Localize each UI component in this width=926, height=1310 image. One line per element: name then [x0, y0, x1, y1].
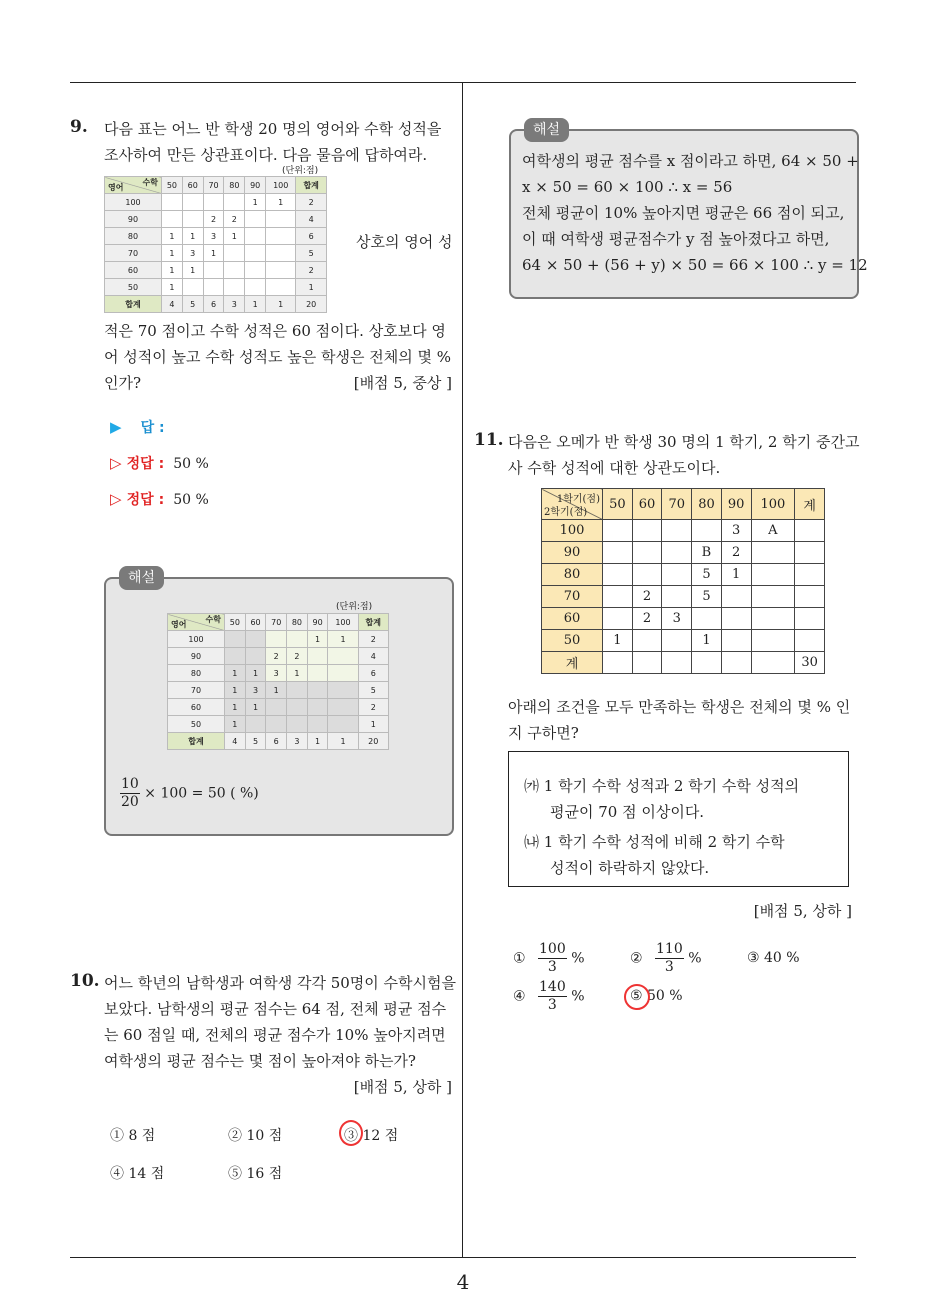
table-row: [105, 228, 327, 245]
table-cell: [795, 542, 825, 564]
table-row: [105, 279, 327, 296]
table-cell: [632, 630, 662, 652]
table-cell: 1: [225, 699, 246, 716]
table-column-header: 60: [632, 489, 662, 520]
table-row-header: 80: [168, 665, 225, 682]
table-cell: 5: [245, 733, 266, 750]
table-cell: [795, 630, 825, 652]
table-cell: 1: [307, 733, 328, 750]
table-cell: [721, 608, 751, 630]
table-cell: 1: [182, 262, 203, 279]
table-cell: 2: [358, 699, 388, 716]
table-cell: [603, 564, 633, 586]
table-cell: 3: [662, 608, 692, 630]
triangle-icon: ▷: [110, 454, 122, 472]
table-cell: [224, 262, 245, 279]
table-column-header: 80: [692, 489, 722, 520]
table-cell: [632, 564, 662, 586]
table-cell: 2: [203, 211, 224, 228]
table-cell: [328, 682, 358, 699]
question-9-unit: (단위:점): [282, 166, 319, 176]
choice-2[interactable]: ② 10 점: [228, 1128, 283, 1144]
table-row: [105, 245, 327, 262]
question-10-text-1: 어느 학년의 남학생과 여학생 각각 50명이 수학시험을: [104, 974, 456, 992]
table-cell: [662, 564, 692, 586]
table-row: [168, 733, 389, 750]
table-column-header: 90: [721, 489, 751, 520]
question-11-text-2: 사 수학 성적에 대한 상관도이다.: [508, 459, 721, 477]
arrow-icon: ▶: [110, 418, 122, 436]
choice-1[interactable]: ① 8 점: [110, 1128, 156, 1144]
table-cell: [662, 586, 692, 608]
table-row: [542, 542, 825, 564]
table-cell: [266, 279, 296, 296]
table-cell: [266, 245, 296, 262]
table-column-header: 50: [603, 489, 633, 520]
table-cell: 1: [203, 245, 224, 262]
choice-4[interactable]: ④ $\frac{140}{3}$ %: [513, 979, 585, 1013]
choice-5[interactable]: ⑤ 16 점: [228, 1166, 283, 1182]
table-cell: 3: [721, 520, 751, 542]
table-row: [542, 564, 825, 586]
question-9-correct-1: [110, 453, 209, 473]
table-cell: [751, 652, 795, 674]
table-cell: [245, 228, 266, 245]
table-column-header: 계: [795, 489, 825, 520]
table-cell: 2: [632, 586, 662, 608]
question-11-text-1: 다음은 오메가 반 학생 30 명의 1 학기, 2 학기 중간고: [508, 433, 860, 451]
table-cell: 1: [162, 228, 183, 245]
table-cell: [662, 520, 692, 542]
table-row-header: 90: [542, 542, 603, 564]
table-row: [168, 682, 389, 699]
table-cell: [245, 211, 266, 228]
table-cell: 1: [225, 716, 246, 733]
table-corner: 수학 영어: [105, 177, 162, 194]
table-column-header: 50: [225, 614, 246, 631]
table-cell: 6: [203, 296, 224, 313]
table-cell: 20: [358, 733, 388, 750]
explanation-table: [167, 613, 389, 750]
table-cell: [603, 542, 633, 564]
table-cell: [632, 652, 662, 674]
table-cell: 1: [245, 194, 266, 211]
question-9-text-1: 다음 표는 어느 반 학생 20 명의 영어와 수학 성적을: [104, 120, 442, 138]
table-row-header: 80: [105, 228, 162, 245]
table-row: [168, 648, 389, 665]
question-11-table: [541, 488, 825, 674]
table-cell: [245, 279, 266, 296]
table-cell: [751, 608, 795, 630]
correct-value: 50 %: [173, 456, 209, 472]
table-cell: 2: [721, 542, 751, 564]
table-cell: [307, 682, 328, 699]
selected-circle-mark: [624, 984, 650, 1010]
table-cell: 1: [328, 631, 358, 648]
table-row-header: 80: [542, 564, 603, 586]
question-9-text-2: 조사하여 만든 상관표이다. 다음 물음에 답하여라.: [104, 146, 428, 164]
table-row: [105, 211, 327, 228]
table-column-header: 90: [307, 614, 328, 631]
table-row: [542, 586, 825, 608]
table-cell: 6: [266, 733, 287, 750]
question-11-text-3: 아래의 조건을 모두 만족하는 학생은 전체의 몇 % 인: [508, 698, 851, 716]
table-column-header: 100: [328, 614, 358, 631]
explanation-line-5: 64 × 50 + (56 + y) × 50 = 66 × 100 ∴ y = 12: [522, 256, 868, 274]
table-cell: [328, 699, 358, 716]
table-cell: 1: [692, 630, 722, 652]
table-cell: [245, 716, 266, 733]
table-cell: [721, 586, 751, 608]
table-cell: 3: [182, 245, 203, 262]
explanation-tag: 해설: [119, 566, 164, 590]
table-cell: [795, 564, 825, 586]
table-cell: [266, 699, 287, 716]
table-cell: [603, 586, 633, 608]
table-cell: [203, 262, 224, 279]
table-cell: [245, 631, 266, 648]
table-row-header: 100: [542, 520, 603, 542]
table-row-header: 100: [168, 631, 225, 648]
explanation-tag: 해설: [524, 118, 569, 142]
question-10-text-2: 보았다. 남학생의 평균 점수는 64 점, 전체 평균 점수: [104, 1000, 447, 1018]
table-cell: 1: [328, 733, 358, 750]
table-column-header: 90: [245, 177, 266, 194]
question-9-side-text: 상호의 영어 성: [356, 233, 453, 251]
table-cell: 30: [795, 652, 825, 674]
table-cell: 3: [203, 228, 224, 245]
table-column-header: 70: [662, 489, 692, 520]
explanation-line-1: 여학생의 평균 점수를 x 점이라고 하면, 64 × 50 +: [522, 152, 859, 170]
fraction: $\frac{10}{20}$: [121, 776, 139, 810]
page-number: 4: [456, 1270, 470, 1294]
question-11-number: 11.: [474, 430, 504, 450]
table-cell: 1: [224, 228, 245, 245]
table-column-header: 60: [182, 177, 203, 194]
table-cell: [632, 542, 662, 564]
question-11-text-4: 지 구하면?: [508, 724, 579, 742]
table-column-header: 합계: [358, 614, 388, 631]
table-cell: [224, 194, 245, 211]
question-9-number: 9.: [70, 117, 88, 137]
table-cell: [182, 194, 203, 211]
table-cell: [307, 648, 328, 665]
question-9-text-3: 적은 70 점이고 수학 성적은 60 점이다. 상호보다 영: [104, 322, 446, 340]
condition-b-line-2: 성적이 하락하지 않았다.: [550, 859, 710, 877]
condition-a-line-2: 평균이 70 점 이상이다.: [550, 803, 705, 821]
table-cell: 1: [245, 665, 266, 682]
table-column-header: 80: [224, 177, 245, 194]
table-cell: [266, 262, 296, 279]
table-row: [168, 631, 389, 648]
table-column-header: 70: [203, 177, 224, 194]
table-cell: [795, 586, 825, 608]
choice-5[interactable]: ⑤ 50 %: [630, 988, 683, 1004]
table-cell: 1: [358, 716, 388, 733]
question-9-text-5: 인가?: [104, 374, 142, 392]
table-corner: 1학기(점) 2학기(점): [542, 489, 603, 520]
table-column-header: 50: [162, 177, 183, 194]
table-column-header: 100: [266, 177, 296, 194]
table-cell: [287, 716, 308, 733]
table-cell: [307, 699, 328, 716]
table-cell: 6: [358, 665, 388, 682]
choice-3[interactable]: ③ 40 %: [747, 950, 800, 966]
table-cell: 4: [225, 733, 246, 750]
column-divider: [462, 82, 463, 1258]
table-cell: [662, 630, 692, 652]
choice-4[interactable]: ④ 14 점: [110, 1166, 165, 1182]
table-cell: [266, 716, 287, 733]
table-cell: 20: [296, 296, 327, 313]
table-cell: [224, 245, 245, 262]
table-row: [105, 296, 327, 313]
table-cell: [225, 648, 246, 665]
table-cell: [751, 542, 795, 564]
table-row-header: 90: [105, 211, 162, 228]
table-cell: [328, 716, 358, 733]
table-cell: [692, 652, 722, 674]
explanation-line-3: 전체 평균이 10% 높아지면 평균은 66 점이 되고,: [522, 204, 845, 222]
table-cell: 5: [692, 564, 722, 586]
table-row-header: 50: [542, 630, 603, 652]
table-row: [105, 194, 327, 211]
table-row: [168, 665, 389, 682]
table-cell: [692, 520, 722, 542]
table-cell: [751, 564, 795, 586]
question-10-text-4: 여학생의 평균 점수는 몇 점이 높아져야 하는가?: [104, 1052, 416, 1070]
table-cell: [328, 648, 358, 665]
table-column-header: 합계: [296, 177, 327, 194]
table-column-header: 70: [266, 614, 287, 631]
table-cell: 1: [266, 682, 287, 699]
question-10-number: 10.: [70, 971, 100, 991]
question-10-score: [배점 5, 상하 ]: [353, 1078, 452, 1096]
table-cell: 1: [182, 228, 203, 245]
table-cell: [328, 665, 358, 682]
table-cell: [245, 262, 266, 279]
table-cell: 1: [225, 682, 246, 699]
table-cell: 3: [266, 665, 287, 682]
table-cell: [203, 279, 224, 296]
table-column-header: 80: [287, 614, 308, 631]
choice-1[interactable]: ① $\frac{100}{3}$ %: [513, 941, 585, 975]
table-cell: [182, 211, 203, 228]
answer-label: 답 :: [140, 420, 165, 436]
table-row: [542, 630, 825, 652]
table-cell: 1: [225, 665, 246, 682]
table-cell: [795, 608, 825, 630]
table-row-header: 70: [168, 682, 225, 699]
table-cell: 4: [162, 296, 183, 313]
table-cell: 1: [245, 699, 266, 716]
table-row-header: 70: [542, 586, 603, 608]
table-cell: [751, 586, 795, 608]
table-cell: 1: [266, 296, 296, 313]
table-cell: 5: [692, 586, 722, 608]
table-cell: 5: [296, 245, 327, 262]
bottom-rule: [70, 1257, 856, 1258]
table-row: [542, 520, 825, 542]
table-cell: [203, 194, 224, 211]
table-row: [542, 652, 825, 674]
table-cell: 1: [603, 630, 633, 652]
table-cell: 1: [162, 245, 183, 262]
table-cell: 6: [296, 228, 327, 245]
table-cell: 1: [162, 262, 183, 279]
table-row-header: 60: [105, 262, 162, 279]
table-cell: 1: [245, 296, 266, 313]
table-cell: [721, 630, 751, 652]
table-row-header: 70: [105, 245, 162, 262]
table-cell: [287, 631, 308, 648]
table-cell: 1: [721, 564, 751, 586]
table-row-header: 60: [542, 608, 603, 630]
table-row-header: 50: [105, 279, 162, 296]
question-9-answer: [110, 417, 165, 437]
condition-a-line-1: ㈎ 1 학기 수학 성적과 2 학기 수학 성적의: [524, 777, 800, 795]
table-row-header: 합계: [105, 296, 162, 313]
table-row-header: 50: [168, 716, 225, 733]
table-cell: 2: [632, 608, 662, 630]
table-cell: [751, 630, 795, 652]
table-cell: 2: [266, 648, 287, 665]
table-column-header: 100: [751, 489, 795, 520]
table-cell: [224, 279, 245, 296]
table-corner: 수학 영어: [168, 614, 225, 631]
table-cell: 1: [266, 194, 296, 211]
table-cell: [245, 648, 266, 665]
table-cell: [632, 520, 662, 542]
table-cell: 3: [287, 733, 308, 750]
table-cell: [287, 682, 308, 699]
question-9-table: [104, 176, 327, 313]
table-cell: 2: [287, 648, 308, 665]
question-11-score: [배점 5, 상하 ]: [753, 902, 852, 920]
table-cell: [307, 665, 328, 682]
explanation-formula: $\frac{10}{20}$ × 100 = 50 ( %): [121, 776, 259, 810]
table-row-header: 100: [105, 194, 162, 211]
table-cell: [692, 608, 722, 630]
selected-circle-mark: [339, 1120, 363, 1146]
table-row-header: 합계: [168, 733, 225, 750]
table-cell: 2: [358, 631, 388, 648]
condition-b-line-1: ㈏ 1 학기 수학 성적에 비해 2 학기 수학: [524, 833, 785, 851]
correct-label: 정답 :: [126, 456, 165, 472]
explanation-line-2: x × 50 = 60 × 100 ∴ x = 56: [522, 178, 733, 196]
table-cell: 3: [245, 682, 266, 699]
table-cell: [182, 279, 203, 296]
table-cell: [795, 520, 825, 542]
table-row-header: 60: [168, 699, 225, 716]
table-cell: 1: [287, 665, 308, 682]
table-cell: [603, 608, 633, 630]
table-cell: [307, 716, 328, 733]
table-row: [542, 608, 825, 630]
table-cell: [266, 211, 296, 228]
table-cell: [603, 652, 633, 674]
top-rule: [70, 82, 856, 83]
table-cell: 1: [307, 631, 328, 648]
correct-label: 정답 :: [126, 492, 165, 508]
question-9-text-4: 어 성적이 높고 수학 성적도 높은 학생은 전체의 몇 %: [104, 348, 451, 366]
question-9-score: [배점 5, 중상 ]: [353, 374, 452, 392]
table-cell: A: [751, 520, 795, 542]
table-cell: 3: [224, 296, 245, 313]
table-cell: [162, 211, 183, 228]
triangle-icon: ▷: [110, 490, 122, 508]
explanation-unit: (단위:점): [336, 602, 373, 612]
table-cell: 5: [182, 296, 203, 313]
table-cell: 1: [162, 279, 183, 296]
table-row: [168, 716, 389, 733]
table-cell: [603, 520, 633, 542]
table-cell: [225, 631, 246, 648]
table-cell: 2: [296, 262, 327, 279]
table-cell: [662, 652, 692, 674]
table-cell: [266, 228, 296, 245]
table-cell: [662, 542, 692, 564]
table-cell: [162, 194, 183, 211]
table-cell: B: [692, 542, 722, 564]
table-row: [105, 262, 327, 279]
explanation-line-4: 이 때 여학생 평균점수가 y 점 높아졌다고 하면,: [522, 230, 830, 248]
table-cell: 4: [358, 648, 388, 665]
table-cell: 1: [296, 279, 327, 296]
question-9-correct-2: [110, 489, 209, 509]
table-row-header: 90: [168, 648, 225, 665]
table-cell: [721, 652, 751, 674]
table-cell: [245, 245, 266, 262]
table-cell: [287, 699, 308, 716]
table-cell: 5: [358, 682, 388, 699]
table-cell: [266, 631, 287, 648]
table-cell: 2: [296, 194, 327, 211]
table-row-header: 계: [542, 652, 603, 674]
choice-3[interactable]: ③ 12 점: [344, 1128, 399, 1144]
table-cell: 4: [296, 211, 327, 228]
table-row: [168, 699, 389, 716]
choice-2[interactable]: ② $\frac{110}{3}$ %: [630, 941, 702, 975]
correct-value: 50 %: [173, 492, 209, 508]
table-column-header: 60: [245, 614, 266, 631]
question-10-text-3: 는 60 점일 때, 전체의 평균 점수가 10% 높아지려면: [104, 1026, 446, 1044]
table-cell: 2: [224, 211, 245, 228]
